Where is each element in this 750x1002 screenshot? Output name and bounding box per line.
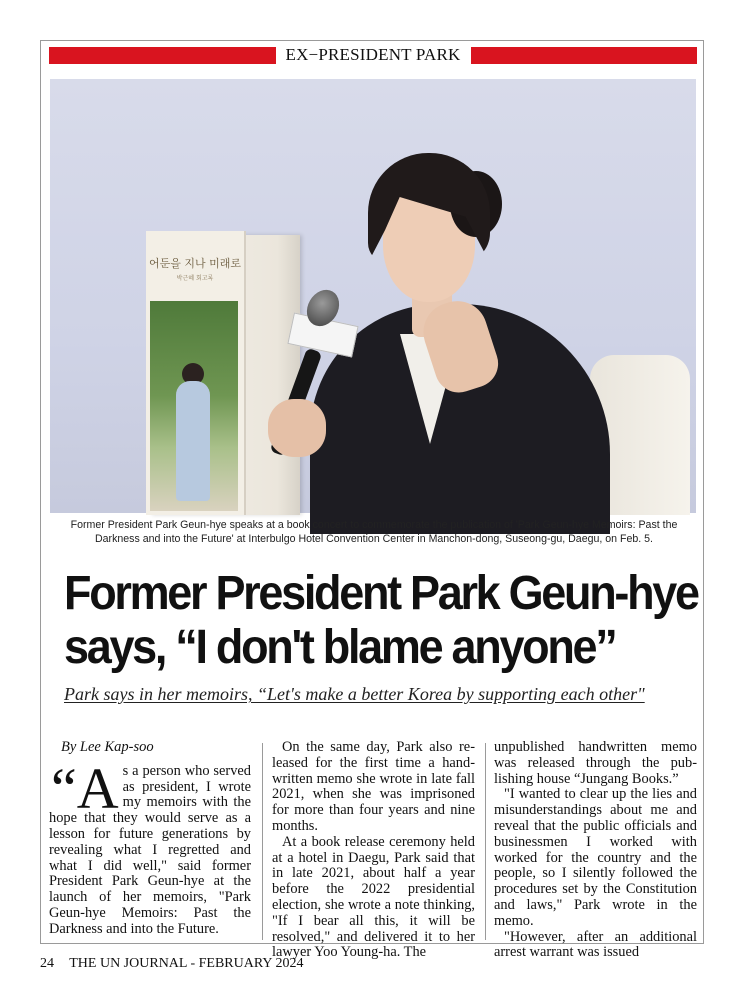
cover-figure xyxy=(176,381,210,501)
publication-name: THE UN JOURNAL - FEBRUARY 2024 xyxy=(69,956,304,971)
book-title: 어둔을 지나 미래로 xyxy=(148,257,241,270)
article-column-1 xyxy=(49,740,251,940)
paragraph: "I wanted to clear up the lies and misunderstandings about me and reveal that the public officials and businessmen I worked with worked for the country and the people, so I silently followed the procedures set by the Constitution and laws," Park wrote in the memo. xyxy=(494,786,697,929)
lead-paragraph-text: s a person who served as president, I wrote my memoirs with the hope that they would serve as a lesson for future generations by revealing what I regretted and what I did well," said former President Park Geun-hye at the launch of her memoirs, "Park Geun-hye Memoirs: Past the Darkness and into the Future. xyxy=(49,762,251,937)
subheadline: Park says in her memoirs, “Let's make a better Korea by supporting each other" xyxy=(64,684,645,704)
article-photo xyxy=(50,79,696,513)
section-bar-left xyxy=(49,47,276,64)
headline-line-2: says, “I don't blame anyone” xyxy=(64,618,616,674)
section-bar-right xyxy=(471,47,698,64)
headline-line-1: Former President Park Geun-hye xyxy=(64,564,698,620)
paragraph: "However, after an additional arrest warrant was issued xyxy=(494,928,697,961)
page-footer xyxy=(40,956,316,972)
section-label: EX−PRESIDENT PARK xyxy=(285,45,461,64)
page-number: 24 xyxy=(40,956,54,971)
memoir-book xyxy=(146,231,246,515)
speaker-hand-holding-mic xyxy=(268,399,326,457)
column-divider-1 xyxy=(262,743,263,940)
headline xyxy=(64,566,704,674)
article-column-3 xyxy=(494,739,697,961)
column-divider-2 xyxy=(485,743,486,940)
drop-cap: “A xyxy=(51,755,119,821)
book-cover-image xyxy=(150,301,238,511)
article-column-2 xyxy=(272,739,475,961)
paragraph: On the same day, Park also released for the first time a handwritten memo she wrote in late fall 2021, when she was imprisoned for more than four years and nine months. xyxy=(272,739,475,834)
paragraph: At a book release ceremony held at a hotel in Daegu, Park said that in late 2021, about half a year before the 2022 presidential election, she wrote a note thinking, "If I bear all this, it will be resolved," and delivered it to her lawyer Yoo Young-ha. The xyxy=(272,833,475,961)
book-author: 박근혜 회고록 xyxy=(176,275,214,282)
section-header xyxy=(49,45,697,65)
paragraph: unpublished handwritten memo was released through the publishing house “Jungang Books.” xyxy=(494,739,697,787)
photo-caption: Former President Park Geun-hye speaks at a book concert to commemorate the publication of 'Park Geun-hye Memoirs: Past the Darkness and into the Future' at Interbulgo Hotel Convention Center in Manchon-dong, Suseong-gu, Daegu, on Feb. 5. xyxy=(70,519,678,545)
lead-paragraph xyxy=(49,755,251,938)
byline: By Lee Kap-soo xyxy=(61,739,154,755)
